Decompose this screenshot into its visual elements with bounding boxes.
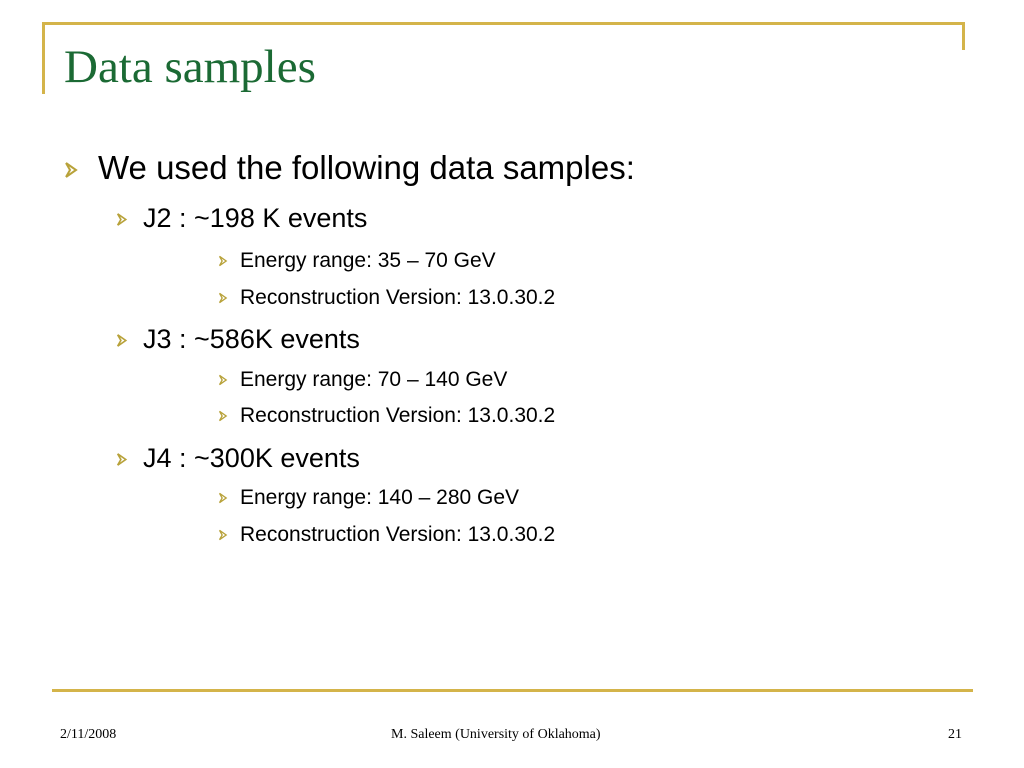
sample-label: J3 : ~586K events — [143, 324, 360, 354]
sample-energy: Energy range: 70 – 140 GeV — [240, 368, 508, 391]
arrow-bullet-icon — [218, 487, 229, 508]
footer-rule — [52, 689, 973, 692]
bullet-item-intro — [64, 151, 635, 184]
sample-version: Reconstruction Version: 13.0.30.2 — [240, 404, 556, 427]
sample-detail-version — [218, 405, 555, 426]
arrow-bullet-icon — [218, 250, 229, 271]
sample-label: J2 : ~198 K events — [143, 203, 368, 233]
arrow-bullet-icon — [116, 205, 129, 232]
sample-energy: Energy range: 35 – 70 GeV — [240, 249, 496, 272]
sample-label: J4 : ~300K events — [143, 443, 360, 473]
sample-energy: Energy range: 140 – 280 GeV — [240, 486, 520, 509]
footer-author: M. Saleem (University of Oklahoma) — [391, 727, 601, 742]
sample-detail-energy — [218, 487, 519, 508]
sample-item-j2 — [116, 205, 367, 232]
arrow-bullet-icon — [218, 287, 229, 308]
sample-detail-energy — [218, 369, 507, 390]
sample-detail-version — [218, 287, 555, 308]
bullet-text: We used the following data samples: — [98, 149, 635, 186]
arrow-bullet-icon — [64, 151, 80, 184]
sample-detail-energy — [218, 250, 496, 271]
slide-title: Data samples — [64, 41, 316, 93]
footer-page-number: 21 — [948, 727, 962, 742]
sample-version: Reconstruction Version: 13.0.30.2 — [240, 523, 556, 546]
sample-item-j3 — [116, 326, 360, 353]
sample-version: Reconstruction Version: 13.0.30.2 — [240, 286, 556, 309]
arrow-bullet-icon — [116, 445, 129, 472]
arrow-bullet-icon — [116, 326, 129, 353]
sample-detail-version — [218, 524, 555, 545]
arrow-bullet-icon — [218, 524, 229, 545]
footer-date: 2/11/2008 — [60, 727, 117, 742]
arrow-bullet-icon — [218, 369, 229, 390]
sample-item-j4 — [116, 445, 360, 472]
arrow-bullet-icon — [218, 405, 229, 426]
